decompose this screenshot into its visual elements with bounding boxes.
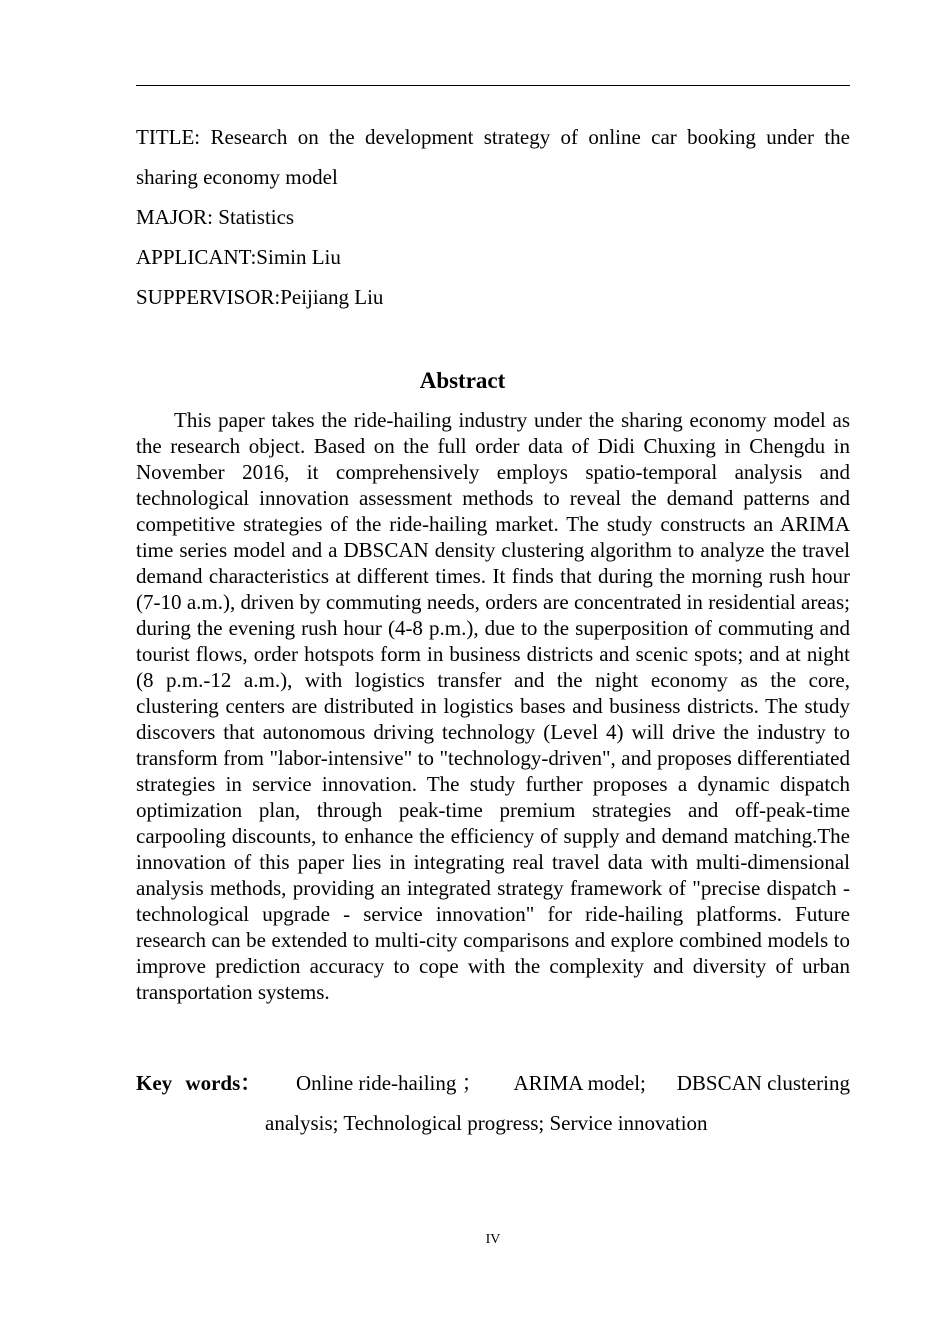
page-number: IV <box>485 1232 501 1247</box>
keywords-line1 <box>296 1063 850 1103</box>
applicant-line: APPLICANT:Simin Liu <box>136 245 341 269</box>
abstract-body: This paper takes the ride-hailing industry under the sharing economy model as the research object. Based on the full order data of Didi Chuxing in Chengdu in November 2016, it comprehensively employs spatio-temporal analysis and technological innovation assessment methods to reveal the demand patterns and competitive strategies of the ride-hailing market. The study constructs an ARIMA time series model and a DBSCAN density clustering algorithm to analyze the travel demand characteristics at different times. It finds that during the morning rush hour (7-10 a.m.), driven by commuting needs, orders are concentrated in residential areas; during the evening rush hour (4-8 p.m.), due to the superposition of commuting and tourist flows, order hotspots form in business districts and scenic spots; and at night (8 p.m.-12 a.m.), with logistics transfer and the night economy as the core, clustering centers are distributed in logistics bases and business districts. The study discovers that autonomous driving technology (Level 4) will drive the industry to transform from "labor-intensive" to "technology-driven", and proposes differentiated strategies in service innovation. The study further proposes a dynamic dispatch optimization plan, through peak-time premium strategies and off-peak-time carpooling discounts, to enhance the efficiency of supply and demand matching.The innovation of this paper lies in integrating real travel data with multi-dimensional analysis methods, providing an integrated strategy framework of "precise dispatch - technological upgrade - service innovation" for ride-hailing platforms. Future research can be extended to multi-city comparisons and explore combined models to improve prediction accuracy to cope with the complexity and diversity of urban transportation systems. <box>136 408 850 1004</box>
keywords-label-group <box>136 1063 296 1103</box>
header-rule <box>136 85 850 86</box>
supervisor-line: SUPPERVISOR:Peijiang Liu <box>136 285 384 309</box>
keywords-first-line <box>136 1063 850 1103</box>
major-line: MAJOR: Statistics <box>136 205 295 229</box>
keywords-label: Key words <box>136 1071 241 1095</box>
keyword-item: Online ride-hailing ； <box>296 1071 483 1095</box>
keywords-section <box>136 1063 850 1143</box>
keywords-colon: ： <box>240 1071 262 1095</box>
title-line: TITLE: Research on the development strategy of online car booking under the sharing economy model <box>136 125 850 189</box>
abstract-heading: Abstract <box>419 368 506 393</box>
thesis-meta <box>136 117 850 317</box>
keyword-item: DBSCAN clustering <box>676 1071 850 1095</box>
keyword-item: ARIMA model; <box>513 1071 646 1095</box>
keywords-second-line: analysis; Technological progress; Service innovation <box>265 1111 708 1135</box>
